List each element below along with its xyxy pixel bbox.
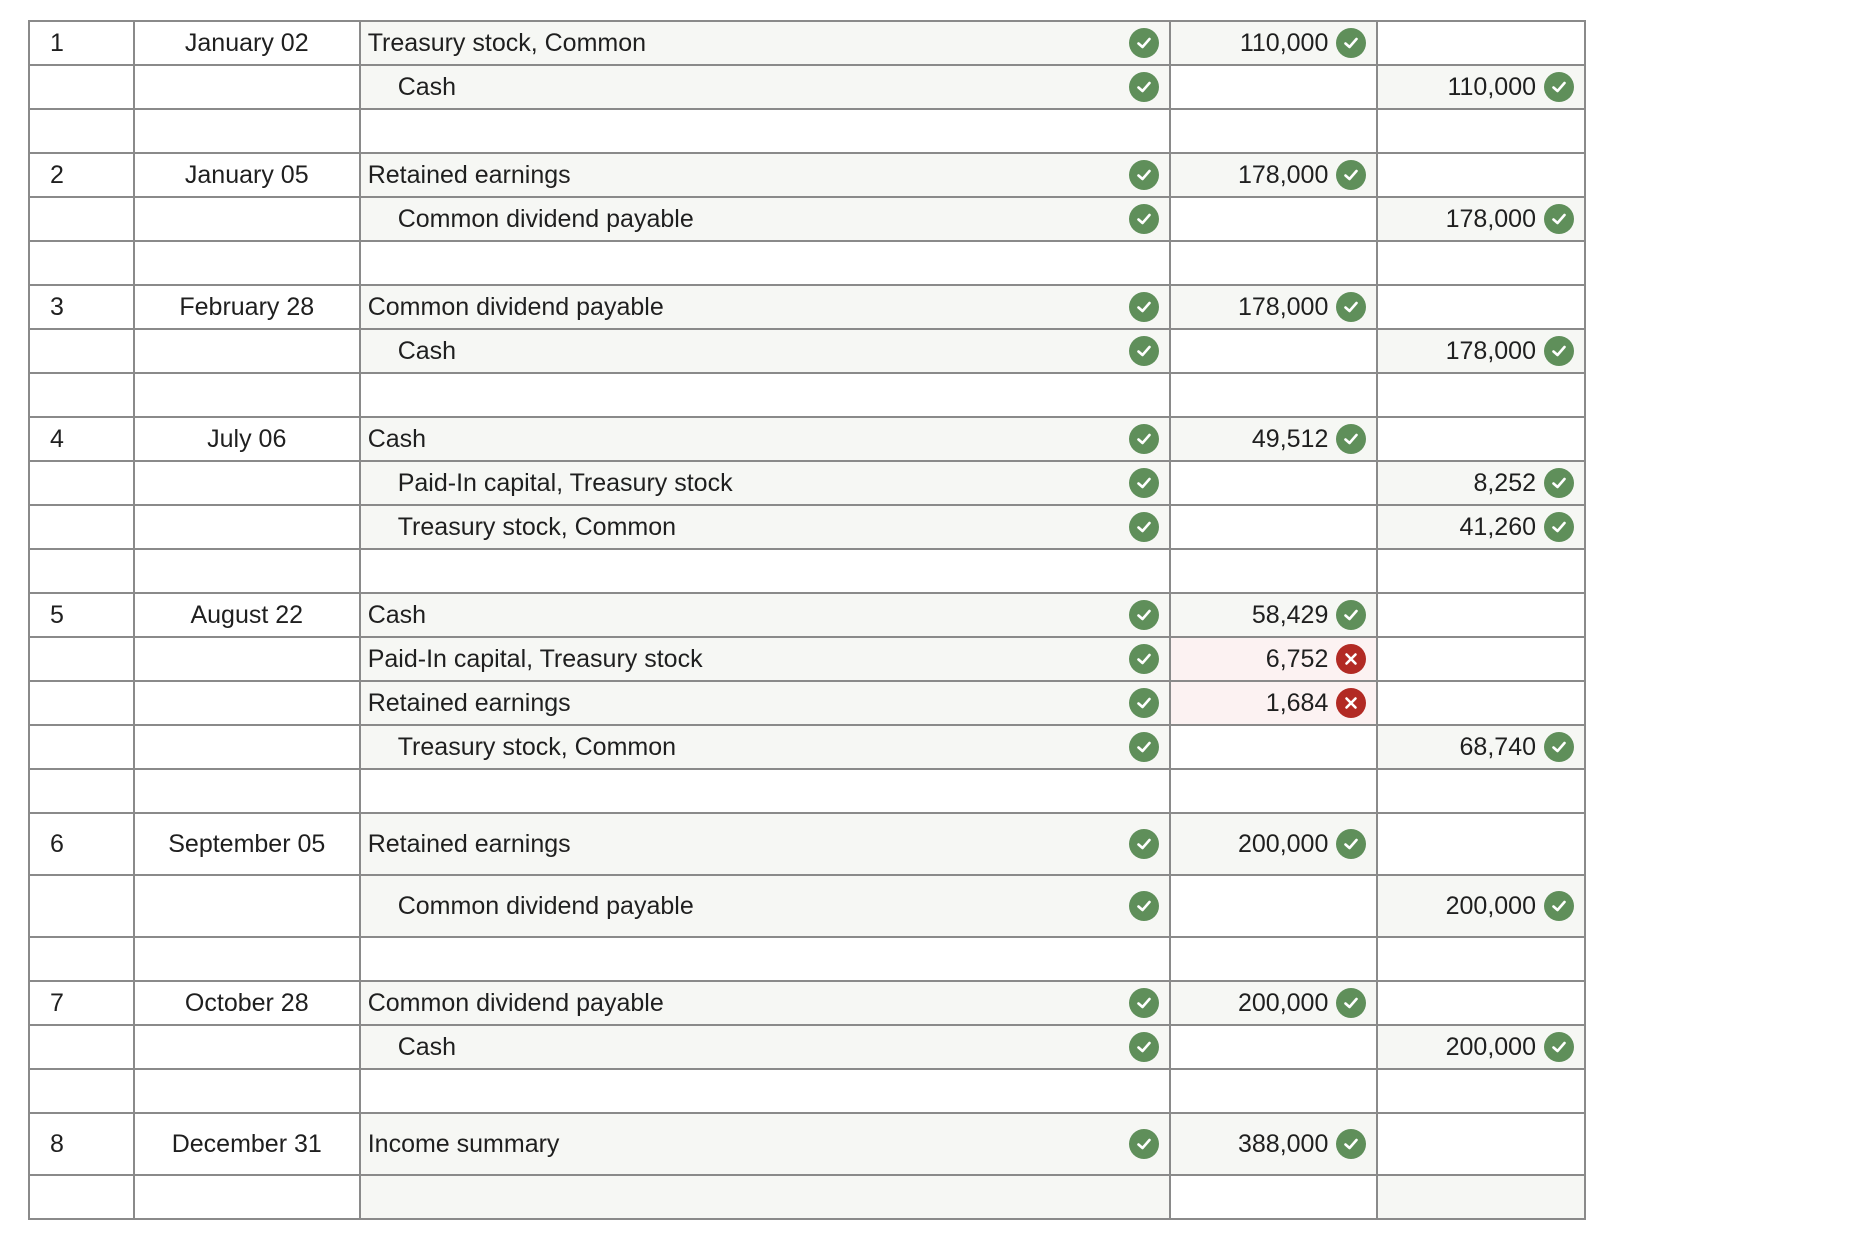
debit-cell <box>1170 461 1378 505</box>
credit-cell[interactable] <box>1377 1069 1585 1113</box>
account-title: Retained earnings <box>367 160 571 189</box>
entry-date-cell <box>134 153 360 197</box>
entry-date: January 02 <box>184 28 309 57</box>
account-select[interactable] <box>361 814 1169 874</box>
debit-amount-wrapper <box>1171 982 1377 1024</box>
entry-number-cell <box>29 725 134 769</box>
credit-amount: 41,260 <box>1459 512 1536 541</box>
check-circle-icon <box>1544 336 1574 366</box>
entry-date-cell <box>134 109 360 153</box>
credit-amount: 200,000 <box>1445 891 1536 920</box>
blank-separator-row <box>29 1069 1585 1113</box>
check-circle-icon <box>1544 732 1574 762</box>
entry-number-cell <box>29 65 134 109</box>
check-circle-icon <box>1336 829 1366 859</box>
account-cell[interactable] <box>360 1069 1170 1113</box>
entry-number-cell <box>29 461 134 505</box>
blank-separator-row <box>29 373 1585 417</box>
account-cell[interactable] <box>360 505 1170 549</box>
entry-number-cell <box>29 637 134 681</box>
entry-number-cell <box>29 937 134 981</box>
credit-cell <box>1377 681 1585 725</box>
entry-date-cell <box>134 937 360 981</box>
debit-amount-wrapper <box>1171 682 1377 724</box>
credit-cell[interactable] <box>1377 769 1585 813</box>
account-cell[interactable] <box>360 461 1170 505</box>
check-circle-icon <box>1129 424 1159 454</box>
entry-date-cell <box>134 241 360 285</box>
account-select[interactable] <box>361 418 1169 460</box>
debit-cell[interactable] <box>1170 285 1378 329</box>
account-select[interactable] <box>361 726 1169 768</box>
credit-cell[interactable] <box>1377 505 1585 549</box>
entry-number: 2 <box>50 160 64 189</box>
check-circle-icon <box>1129 644 1159 674</box>
entry-date-cell <box>134 1113 360 1175</box>
account-title: Cash <box>397 336 457 365</box>
account-select[interactable] <box>361 506 1169 548</box>
debit-cell <box>1170 1175 1378 1219</box>
account-title: Common dividend payable <box>397 891 694 920</box>
debit-amount: 200,000 <box>1237 829 1329 858</box>
entry-number-cell <box>29 1175 134 1219</box>
debit-amount: 178,000 <box>1237 292 1329 321</box>
debit-amount: 178,000 <box>1237 160 1329 189</box>
entry-date-cell <box>134 197 360 241</box>
account-select[interactable] <box>361 638 1169 680</box>
entry-number-cell <box>29 1069 134 1113</box>
entry-number-cell <box>29 153 134 197</box>
blank-separator-row <box>29 241 1585 285</box>
entry-number-cell <box>29 813 134 875</box>
entry-number-cell <box>29 197 134 241</box>
account-title: Income summary <box>367 1129 560 1158</box>
check-circle-icon <box>1544 1032 1574 1062</box>
journal-line-row <box>29 875 1585 937</box>
entry-date-cell <box>134 1069 360 1113</box>
account-cell[interactable] <box>360 937 1170 981</box>
credit-amount-wrapper <box>1378 330 1584 372</box>
account-select[interactable] <box>361 982 1169 1024</box>
account-cell[interactable] <box>360 109 1170 153</box>
debit-cell[interactable] <box>1170 417 1378 461</box>
account-cell[interactable] <box>360 549 1170 593</box>
entry-date-cell <box>134 637 360 681</box>
account-title: Paid-In capital, Treasury stock <box>367 644 703 673</box>
account-title: Cash <box>397 1032 457 1061</box>
debit-amount-wrapper <box>1171 1114 1377 1174</box>
entry-date-cell <box>134 1175 360 1219</box>
entry-date-cell <box>134 505 360 549</box>
journal-line-row <box>29 1025 1585 1069</box>
entry-number-cell <box>29 1113 134 1175</box>
account-select[interactable] <box>361 286 1169 328</box>
entry-date-cell <box>134 285 360 329</box>
debit-cell <box>1170 1025 1378 1069</box>
debit-cell[interactable] <box>1170 593 1378 637</box>
debit-cell <box>1170 65 1378 109</box>
check-circle-icon <box>1336 292 1366 322</box>
credit-cell <box>1377 981 1585 1025</box>
journal-line-row <box>29 153 1585 197</box>
account-select[interactable] <box>361 1114 1169 1174</box>
account-cell[interactable] <box>360 417 1170 461</box>
account-title: Common dividend payable <box>397 204 694 233</box>
entry-date-cell <box>134 65 360 109</box>
journal-entry-table-viewport <box>28 20 1586 1228</box>
journal-line-row <box>29 637 1585 681</box>
journal-line-row <box>29 285 1585 329</box>
credit-cell[interactable] <box>1377 109 1585 153</box>
entry-number-cell <box>29 593 134 637</box>
journal-line-row <box>29 1113 1585 1175</box>
account-cell[interactable] <box>360 681 1170 725</box>
entry-number-cell <box>29 21 134 65</box>
account-cell[interactable] <box>360 875 1170 937</box>
debit-amount-wrapper <box>1171 594 1377 636</box>
blank-separator-row <box>29 769 1585 813</box>
journal-line-row <box>29 197 1585 241</box>
credit-cell[interactable] <box>1377 65 1585 109</box>
entry-date: January 05 <box>184 160 309 189</box>
credit-amount-wrapper <box>1378 506 1584 548</box>
account-cell[interactable] <box>360 241 1170 285</box>
journal-line-row <box>29 65 1585 109</box>
check-circle-icon <box>1129 688 1159 718</box>
journal-line-row <box>29 981 1585 1025</box>
account-cell[interactable] <box>360 373 1170 417</box>
debit-cell[interactable] <box>1170 21 1378 65</box>
debit-amount: 58,429 <box>1251 600 1329 629</box>
entry-date: September 05 <box>168 829 326 858</box>
debit-amount: 200,000 <box>1237 988 1329 1017</box>
x-circle-icon <box>1336 688 1366 718</box>
credit-amount: 110,000 <box>1447 72 1536 101</box>
journal-line-row <box>29 21 1585 65</box>
entry-date-cell <box>134 417 360 461</box>
account-cell[interactable] <box>360 285 1170 329</box>
account-title: Treasury stock, Common <box>397 512 677 541</box>
credit-cell <box>1377 417 1585 461</box>
debit-amount: 49,512 <box>1251 424 1329 453</box>
debit-cell <box>1170 725 1378 769</box>
account-select[interactable] <box>361 462 1169 504</box>
entry-date: October 28 <box>184 988 309 1017</box>
entry-number-cell <box>29 1025 134 1069</box>
journal-line-row <box>29 593 1585 637</box>
entry-number-cell <box>29 875 134 937</box>
entry-date-cell <box>134 461 360 505</box>
entry-number-cell <box>29 769 134 813</box>
entry-number-cell <box>29 373 134 417</box>
account-title: Cash <box>397 72 457 101</box>
account-title: Cash <box>367 600 427 629</box>
entry-number: 4 <box>50 424 64 453</box>
journal-line-row <box>29 461 1585 505</box>
credit-amount-wrapper <box>1378 462 1584 504</box>
x-circle-icon <box>1336 644 1366 674</box>
credit-cell[interactable] <box>1377 549 1585 593</box>
credit-cell[interactable] <box>1377 329 1585 373</box>
debit-amount: 110,000 <box>1239 28 1329 57</box>
credit-amount-wrapper <box>1378 1026 1584 1068</box>
journal-line-row <box>29 505 1585 549</box>
check-circle-icon <box>1129 160 1159 190</box>
entry-date-cell <box>134 875 360 937</box>
credit-cell <box>1377 593 1585 637</box>
account-cell <box>360 1175 1170 1219</box>
account-cell[interactable] <box>360 197 1170 241</box>
debit-amount-wrapper <box>1171 154 1377 196</box>
blank-separator-row <box>29 937 1585 981</box>
entry-date-cell <box>134 981 360 1025</box>
entry-number-cell <box>29 417 134 461</box>
entry-date-cell <box>134 593 360 637</box>
entry-date-cell <box>134 725 360 769</box>
debit-amount-wrapper <box>1171 286 1377 328</box>
journal-line-row <box>29 329 1585 373</box>
account-title: Retained earnings <box>367 829 571 858</box>
account-cell[interactable] <box>360 637 1170 681</box>
credit-cell <box>1377 21 1585 65</box>
account-select[interactable] <box>361 66 1169 108</box>
check-circle-icon <box>1544 468 1574 498</box>
journal-entry-table-body <box>29 21 1585 1219</box>
entry-number-cell <box>29 329 134 373</box>
credit-cell <box>1377 153 1585 197</box>
credit-cell[interactable] <box>1377 725 1585 769</box>
entry-date-cell <box>134 549 360 593</box>
account-cell[interactable] <box>360 153 1170 197</box>
entry-number-cell <box>29 549 134 593</box>
credit-cell <box>1377 1175 1585 1219</box>
account-select[interactable] <box>361 876 1169 936</box>
debit-cell[interactable] <box>1170 109 1378 153</box>
credit-amount-wrapper <box>1378 876 1584 936</box>
entry-number-cell <box>29 981 134 1025</box>
debit-cell[interactable] <box>1170 981 1378 1025</box>
check-circle-icon <box>1129 1129 1159 1159</box>
credit-cell[interactable] <box>1377 937 1585 981</box>
debit-cell[interactable] <box>1170 549 1378 593</box>
check-circle-icon <box>1129 292 1159 322</box>
check-circle-icon <box>1544 72 1574 102</box>
entry-number-cell <box>29 681 134 725</box>
account-select[interactable] <box>361 594 1169 636</box>
account-cell[interactable] <box>360 329 1170 373</box>
entry-number-cell <box>29 109 134 153</box>
check-circle-icon <box>1129 1032 1159 1062</box>
journal-entry-table <box>28 20 1586 1220</box>
credit-amount: 68,740 <box>1459 732 1536 761</box>
entry-date-cell <box>134 21 360 65</box>
check-circle-icon <box>1129 468 1159 498</box>
check-circle-icon <box>1129 988 1159 1018</box>
entry-date-cell <box>134 813 360 875</box>
debit-cell <box>1170 197 1378 241</box>
entry-number: 8 <box>50 1129 64 1158</box>
credit-cell[interactable] <box>1377 197 1585 241</box>
journal-line-row <box>29 725 1585 769</box>
blank-separator-row <box>29 549 1585 593</box>
account-select[interactable] <box>361 22 1169 64</box>
account-select[interactable] <box>361 154 1169 196</box>
account-cell[interactable] <box>360 21 1170 65</box>
entry-date-cell <box>134 1025 360 1069</box>
account-cell[interactable] <box>360 725 1170 769</box>
check-circle-icon <box>1336 600 1366 630</box>
entry-date: July 06 <box>207 424 287 453</box>
entry-date-cell <box>134 373 360 417</box>
credit-amount: 178,000 <box>1445 204 1536 233</box>
check-circle-icon <box>1129 28 1159 58</box>
check-circle-icon <box>1129 732 1159 762</box>
debit-cell[interactable] <box>1170 241 1378 285</box>
account-cell[interactable] <box>360 65 1170 109</box>
check-circle-icon <box>1336 1129 1366 1159</box>
debit-cell[interactable] <box>1170 769 1378 813</box>
entry-date-cell <box>134 681 360 725</box>
account-cell[interactable] <box>360 1113 1170 1175</box>
debit-cell <box>1170 875 1378 937</box>
credit-cell[interactable] <box>1377 373 1585 417</box>
journal-line-row <box>29 813 1585 875</box>
journal-line-row <box>29 681 1585 725</box>
credit-cell[interactable] <box>1377 461 1585 505</box>
entry-number-cell <box>29 285 134 329</box>
entry-number-cell <box>29 505 134 549</box>
credit-cell[interactable] <box>1377 1025 1585 1069</box>
credit-cell <box>1377 285 1585 329</box>
debit-cell <box>1170 329 1378 373</box>
credit-amount: 200,000 <box>1445 1032 1536 1061</box>
check-circle-icon <box>1129 72 1159 102</box>
debit-amount: 388,000 <box>1237 1129 1329 1158</box>
credit-amount-wrapper <box>1378 726 1584 768</box>
debit-cell[interactable] <box>1170 153 1378 197</box>
debit-amount-wrapper <box>1171 418 1377 460</box>
debit-cell[interactable] <box>1170 373 1378 417</box>
check-circle-icon <box>1336 160 1366 190</box>
debit-amount: 1,684 <box>1265 688 1329 717</box>
account-select[interactable] <box>361 682 1169 724</box>
journal-line-row-partial <box>29 1175 1585 1219</box>
entry-date-cell <box>134 769 360 813</box>
debit-amount-wrapper <box>1171 22 1377 64</box>
credit-amount-wrapper <box>1378 66 1584 108</box>
check-circle-icon <box>1129 600 1159 630</box>
check-circle-icon <box>1129 336 1159 366</box>
account-select[interactable] <box>361 330 1169 372</box>
entry-number: 1 <box>50 28 64 57</box>
check-circle-icon <box>1544 891 1574 921</box>
account-cell[interactable] <box>360 769 1170 813</box>
check-circle-icon <box>1129 204 1159 234</box>
debit-cell[interactable] <box>1170 813 1378 875</box>
debit-cell[interactable] <box>1170 681 1378 725</box>
entry-number: 3 <box>50 292 64 321</box>
credit-cell <box>1377 1113 1585 1175</box>
account-title: Common dividend payable <box>367 988 664 1017</box>
credit-amount: 178,000 <box>1445 336 1536 365</box>
blank-separator-row <box>29 109 1585 153</box>
account-cell[interactable] <box>360 813 1170 875</box>
account-title: Paid-In capital, Treasury stock <box>397 468 733 497</box>
check-circle-icon <box>1336 28 1366 58</box>
debit-cell[interactable] <box>1170 1069 1378 1113</box>
check-circle-icon <box>1129 512 1159 542</box>
account-title: Cash <box>367 424 427 453</box>
account-select[interactable] <box>361 1026 1169 1068</box>
account-select[interactable] <box>361 198 1169 240</box>
entry-date: February 28 <box>179 292 315 321</box>
account-title: Treasury stock, Common <box>397 732 677 761</box>
check-circle-icon <box>1544 204 1574 234</box>
entry-number: 7 <box>50 988 64 1017</box>
entry-number: 6 <box>50 829 64 858</box>
credit-amount: 8,252 <box>1473 468 1536 497</box>
check-circle-icon <box>1129 891 1159 921</box>
debit-cell[interactable] <box>1170 1113 1378 1175</box>
credit-cell[interactable] <box>1377 241 1585 285</box>
debit-cell[interactable] <box>1170 937 1378 981</box>
check-circle-icon <box>1336 424 1366 454</box>
credit-cell <box>1377 813 1585 875</box>
debit-amount-wrapper <box>1171 638 1377 680</box>
debit-cell <box>1170 505 1378 549</box>
entry-date-cell <box>134 329 360 373</box>
debit-amount: 6,752 <box>1265 644 1329 673</box>
entry-date: December 31 <box>171 1129 322 1158</box>
account-cell[interactable] <box>360 593 1170 637</box>
debit-amount-wrapper <box>1171 814 1377 874</box>
account-title: Treasury stock, Common <box>367 28 647 57</box>
account-title: Common dividend payable <box>367 292 664 321</box>
debit-cell[interactable] <box>1170 637 1378 681</box>
check-circle-icon <box>1129 829 1159 859</box>
entry-number: 5 <box>50 600 64 629</box>
account-title: Retained earnings <box>367 688 571 717</box>
account-cell[interactable] <box>360 1025 1170 1069</box>
credit-cell[interactable] <box>1377 875 1585 937</box>
entry-number-cell <box>29 241 134 285</box>
credit-cell <box>1377 637 1585 681</box>
check-circle-icon <box>1336 988 1366 1018</box>
entry-date: August 22 <box>190 600 304 629</box>
credit-amount-wrapper <box>1378 198 1584 240</box>
journal-line-row <box>29 417 1585 461</box>
account-cell[interactable] <box>360 981 1170 1025</box>
check-circle-icon <box>1544 512 1574 542</box>
